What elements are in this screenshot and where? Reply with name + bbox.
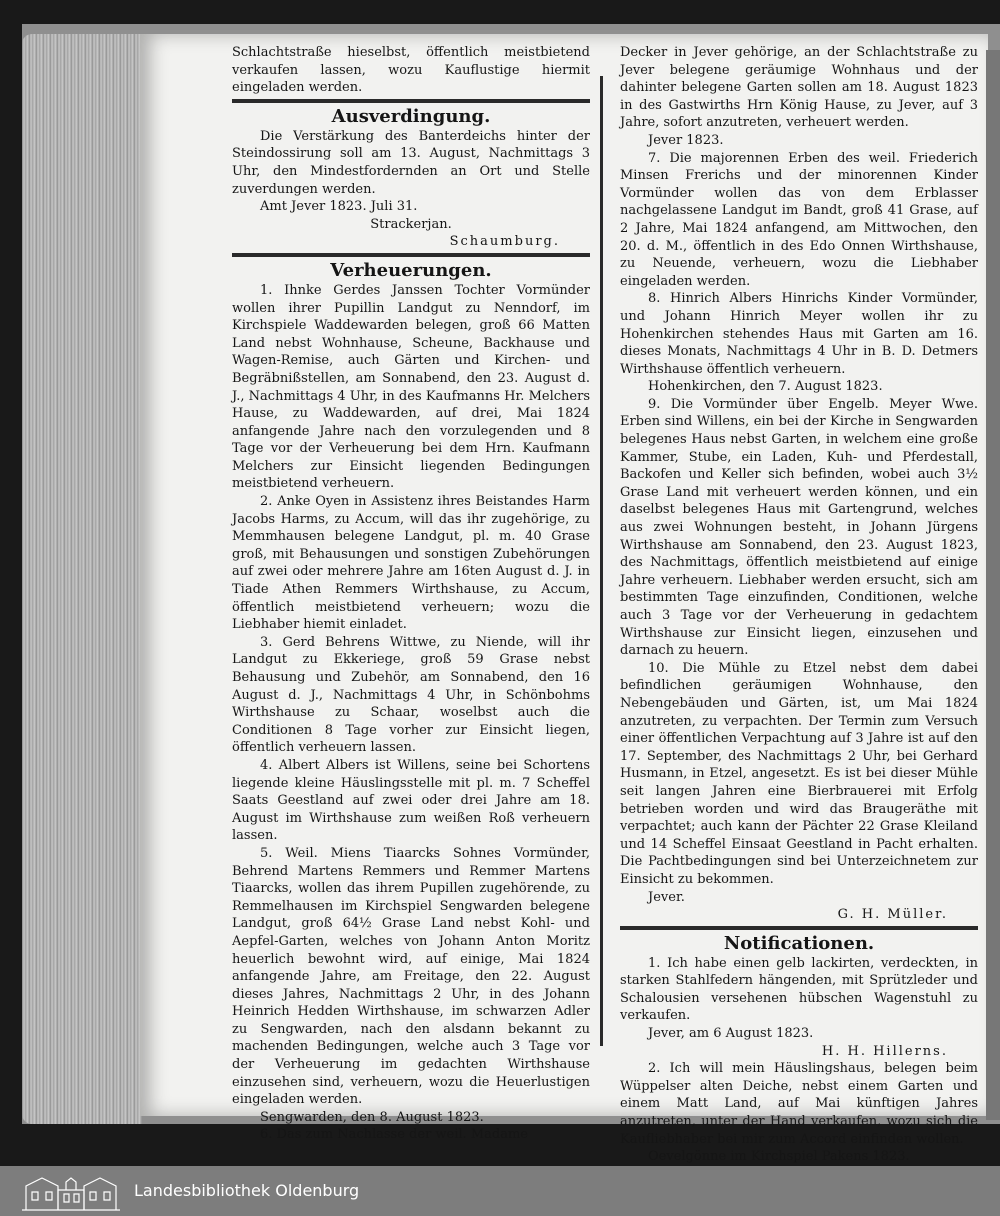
left-column — [232, 44, 590, 1144]
notice-item-1: 1. Ihnke Gerdes Janssen Tochter Vormünder wollen ihrer Pupillin Landgut zu Nenndorf, im Kirchspiele Waddewarden belegen, groß 66 Matten Land nebst Wohnhause, Scheune, Backhause und Wagen-Remise, auch Gärten und Kirchen- und Begräbnißstellen, am Sonnabend, den 23. August d. J., Nachmittags 4 Uhr, in des Kaufmanns Hr. Melchers Hause, zu Waddewarden, auf drei, Mai 1824 anfangende Jahre nach den vorzulegenden und 8 Tage vor der Verheuerung bei dem Hrn. Kaufmann Melchers zur Einsicht liegenden Bedingungen meistbietend verheuern. — [232, 282, 590, 492]
section-rule — [232, 253, 590, 257]
signature-mueller: G. H. Müller. — [837, 907, 948, 923]
signature-schaumburg: Schaumburg. — [449, 234, 560, 250]
section-rule — [620, 926, 978, 930]
ausverdingung-text: Die Verstärkung des Banterdeichs hinter der Steindossirung soll am 13. August, Nachmittags 3 Uhr, den Mindestfordernden an Ort und Stelle zuverdungen werden. — [232, 128, 590, 197]
section-rule — [232, 99, 590, 103]
heading-ausverdingung: Ausverdingung. — [331, 105, 491, 127]
intro-text: Schlachtstraße hieselbst, öffentlich meistbietend verkaufen lassen, wozu Kauflustige hiermit eingeladen werden. — [232, 45, 590, 96]
notice-item-3: 3. Gerd Behrens Wittwe, zu Niende, will ihr Landgut zu Ekkeriege, groß 59 Grase nebst Behausung und Zubehör, am Sonnabend, den 16 August d. J., Nachmittags 4 Uhr, in Schönbohms Wirthshause zu Schaar, woselbst auch die Conditionen 8 Tage vorher zur Einsicht liegen, öffentlich verheuern lassen. — [232, 634, 590, 756]
notification-item-2-place: Oevelgönne im Kirchspiel Pakens 1823. — [648, 1149, 910, 1165]
notice-item-10-place: Jever. — [648, 889, 685, 905]
heading-verheuerungen: Verheuerungen. — [330, 259, 492, 281]
notice-item-6-continued: Decker in Jever gehörige, an der Schlachtstraße zu Jever belegene geräumige Wohnhaus und der dahinter belegene Garten sollen am 18. August 1823 in des Gastwirths Hrn König Hause, zu Jever, auf 3 Jahre, sofort anzutreten, verheuert werden. — [620, 45, 978, 131]
notice-item-2: 2. Anke Oyen in Assistenz ihres Beistandes Harm Jacobs Harms, zu Accum, will das ihr zugehörige, zu Memmhausen belegene Landgut, pl. m. 40 Grase groß, mit Behausungen und sonstigen Zubehörungen auf zwei oder mehrere Jahre am 16ten August d. J. in Tiade Athen Remmers Wirthshause, zu Accum, öffentlich meistbietend verheuern; wozu die Liebhaber hiemit einladet. — [232, 494, 590, 633]
notification-item-1-date: Jever, am 6 August 1823. — [648, 1026, 814, 1042]
notice-item-6-start: 6. Das zum Nachlasse der weil. Madame — [260, 1127, 528, 1143]
signature-hillerns: H. H. Hillerns. — [821, 1043, 948, 1059]
notification-item-1: 1. Ich habe einen gelb lackirten, verdeckten, in starken Stahlfedern hängenden, mit Sprützleder und Schalousien versehenen hübschen Wagenstuhl zu verkaufen. — [620, 955, 978, 1024]
notification-item-2: 2. Ich will mein Häuslingshaus, belegen beim Wüppelser alten Deiche, nebst einem Garten und einem Matt Land, auf Mai künftigen Jahres anzutreten, unter der Hand verkaufen, wozu sich die Kaufliebhaber bei mir zum Accord einfinden wollen. — [620, 1061, 978, 1147]
page-edges — [22, 34, 142, 1124]
library-building-logo — [20, 1172, 122, 1212]
notice-item-5-date: Sengwarden, den 8. August 1823. — [260, 1109, 484, 1125]
notice-item-10: 10. Die Mühle zu Etzel nebst dem dabei befindlichen geräumigen Wohnhause, den Nebengebäuden und Gärten, ist, um Mai 1824 anzutreten, zu verpachten. Der Termin zum Versuch einer öffentlichen Verpachtung auf 3 Jahre ist auf den 17. September, des Nachmittags 2 Uhr, bei Gerhard Husmann, in Etzel, angesetzt. Es ist bei dieser Mühle seit langen Jahren eine Bierbrauerei mit Erfolg betrieben worden und wird das Braugeräthe mit verpachtet; auch kann der Pächter 22 Grase Kleiland und 14 Scheffel Einsaat Geestland in Pacht erhalten. Die Pachtbedingungen sind bei Unterzeichnetem zur Einsicht zu bekommen. — [620, 660, 978, 887]
footer-bar — [0, 1166, 1000, 1216]
ausverdingung-place-date: Amt Jever 1823. Juli 31. — [260, 199, 418, 215]
notice-item-8: 8. Hinrich Albers Hinrichs Kinder Vormünder, und Johann Hinrich Meyer wollen ihr zu Hohenkirchen stehendes Haus mit Garten am 16. dieses Monats, Nachmittags 4 Uhr in B. D. Detmers Wirthshause öffentlich verheuern. — [620, 291, 978, 377]
notice-item-5: 5. Weil. Miens Tiaarcks Sohnes Vormünder, Behrend Martens Remmers und Remmer Martens Tiaarcks, wollen das ihrem Pupillen zugehörende, zu Remmelhausen im Kirchspiel Sengwarden belegene Landgut, groß 64½ Grase Land nebst Kohl- und Aepfel-Garten, welches von Johann Anton Moritz heuerlich bewohnt wird, auf einige, Mai 1824 anfangende Jahre, am Freitage, den 22. August dieses Jahres, Nachmittags 2 Uhr, in des Johann Heinrich Hedden Wirthshause, im schwarzen Adler zu Sengwarden, nach den alsdann bekannt zu machenden Bedingungen, welche auch 3 Tage vor der Verheuerung im gedachten Wirthshause einzusehen sind, verheuern, wozu die Heuerlustigen eingeladen werden. — [232, 845, 590, 1108]
notice-item-6-date: Jever 1823. — [648, 132, 724, 148]
notice-item-7: 7. Die majorennen Erben des weil. Friederich Minsen Frerichs und der minorennen Kinder Vormünder wollen das von dem Erblasser nachgelassene Landgut im Bandt, groß 41 Grase, auf 2 Jahre, Mai 1824 anfangend, am Mittwochen, den 20. d. M., öffentlich in des Edo Onnen Wirthshause, zu Neuende, verheuern, wozu die Liebhaber eingeladen werden. — [620, 150, 978, 289]
notice-item-9: 9. Die Vormünder über Engelb. Meyer Wwe. Erben sind Willens, ein bei der Kirche in Sengwarden belegenes Haus nebst Garten, in welchem eine große Kammer, Stube, ein Laden, Kuh- und Pferdestall, Backofen und Keller sich befinden, wobei auch 3½ Grase Land mit verheuert werden können, und ein daselbst belegenes Haus mit Gartengrund, welches aus zwei Wohnungen besteht, in Johann Jürgens Wirthshause am Sonnabend, den 23. August 1823, des Nachmittags, öffentlich meistbietend auf einige Jahre verheuern. Liebhaber werden ersucht, sich am bestimmten Tage einzufinden, Conditionen, welche auch 3 Tage vor der Verheuerung in gedachtem Wirthshause zur Einsicht liegen, einzusehen und darnach zu heuern. — [620, 396, 978, 659]
library-name: Landesbibliothek Oldenburg — [134, 1181, 360, 1200]
notice-item-4: 4. Albert Albers ist Willens, seine bei Schortens liegende kleine Häuslingsstelle mit pl. m. 7 Scheffel Saats Geestland auf zwei oder drei Jahre am 18. August im Wirthshause zum weißen Roß verheuern lassen. — [232, 757, 590, 844]
right-page-edge — [986, 50, 1000, 1120]
right-column — [620, 44, 978, 1183]
heading-notificationen: Notificationen. — [723, 932, 875, 954]
notice-item-8-date: Hohenkirchen, den 7. August 1823. — [648, 379, 883, 395]
column-divider — [600, 76, 603, 1046]
signature-strackerjan: Strackerjan. — [370, 216, 452, 232]
